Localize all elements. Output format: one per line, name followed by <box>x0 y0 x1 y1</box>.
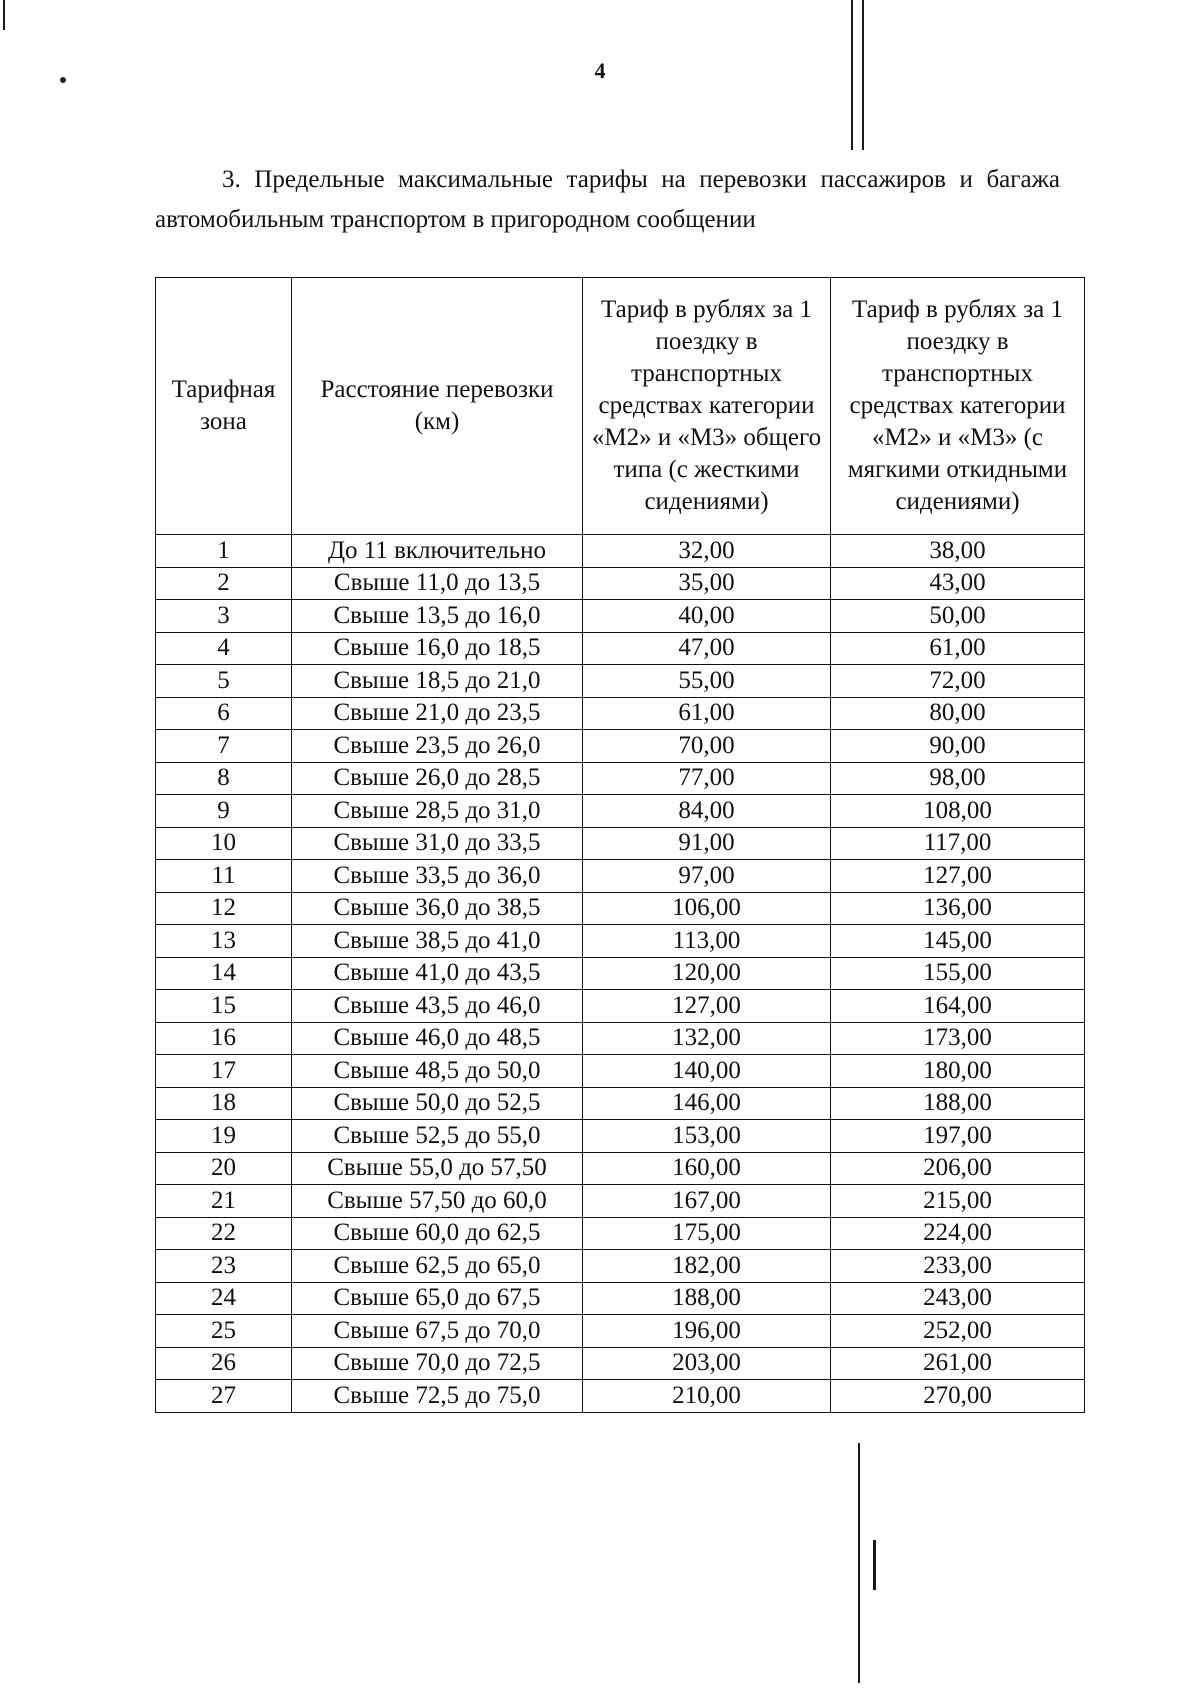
cell-zone: 14 <box>156 957 292 990</box>
cell-tariff-soft: 108,00 <box>831 795 1085 828</box>
cell-zone: 13 <box>156 925 292 958</box>
cell-tariff-soft: 215,00 <box>831 1185 1085 1218</box>
cell-tariff-rigid: 127,00 <box>583 990 831 1023</box>
cell-distance: Свыше 18,5 до 21,0 <box>292 665 583 698</box>
cell-zone: 15 <box>156 990 292 1023</box>
cell-tariff-rigid: 113,00 <box>583 925 831 958</box>
cell-distance: Свыше 52,5 до 55,0 <box>292 1120 583 1153</box>
cell-tariff-soft: 117,00 <box>831 827 1085 860</box>
cell-zone: 1 <box>156 535 292 568</box>
table-row <box>156 1087 1085 1120</box>
cell-tariff-rigid: 47,00 <box>583 632 831 665</box>
cell-zone: 18 <box>156 1087 292 1120</box>
cell-distance: Свыше 41,0 до 43,5 <box>292 957 583 990</box>
header-distance: Расстояние перевозки (км) <box>292 278 583 535</box>
header-tariff-rigid-seats: Тариф в рублях за 1 поездку в транспортных средствах категории «М2» и «М3» общего типа (с жесткими сидениями) <box>583 278 831 535</box>
table-row <box>156 567 1085 600</box>
cell-tariff-rigid: 77,00 <box>583 762 831 795</box>
cell-zone: 20 <box>156 1152 292 1185</box>
cell-tariff-soft: 164,00 <box>831 990 1085 1023</box>
cell-zone: 7 <box>156 730 292 763</box>
cell-zone: 5 <box>156 665 292 698</box>
cell-tariff-soft: 50,00 <box>831 600 1085 633</box>
table-row <box>156 892 1085 925</box>
cell-zone: 12 <box>156 892 292 925</box>
cell-zone: 11 <box>156 860 292 893</box>
cell-tariff-soft: 261,00 <box>831 1347 1085 1380</box>
cell-tariff-rigid: 61,00 <box>583 697 831 730</box>
table-row <box>156 1120 1085 1153</box>
cell-tariff-rigid: 196,00 <box>583 1315 831 1348</box>
table-row <box>156 1315 1085 1348</box>
cell-tariff-soft: 72,00 <box>831 665 1085 698</box>
cell-distance: Свыше 11,0 до 13,5 <box>292 567 583 600</box>
cell-tariff-soft: 252,00 <box>831 1315 1085 1348</box>
table-row <box>156 1152 1085 1185</box>
cell-tariff-soft: 173,00 <box>831 1022 1085 1055</box>
cell-tariff-soft: 243,00 <box>831 1282 1085 1315</box>
cell-tariff-soft: 127,00 <box>831 860 1085 893</box>
table-row <box>156 1282 1085 1315</box>
cell-tariff-rigid: 167,00 <box>583 1185 831 1218</box>
cell-tariff-rigid: 91,00 <box>583 827 831 860</box>
table-header-row <box>156 278 1085 535</box>
table-row <box>156 957 1085 990</box>
cell-distance: Свыше 65,0 до 67,5 <box>292 1282 583 1315</box>
cell-tariff-soft: 43,00 <box>831 567 1085 600</box>
cell-tariff-rigid: 84,00 <box>583 795 831 828</box>
header-zone: Тарифная зона <box>156 278 292 535</box>
cell-distance: Свыше 57,50 до 60,0 <box>292 1185 583 1218</box>
cell-zone: 25 <box>156 1315 292 1348</box>
cell-distance: Свыше 62,5 до 65,0 <box>292 1250 583 1283</box>
cell-zone: 9 <box>156 795 292 828</box>
cell-tariff-rigid: 132,00 <box>583 1022 831 1055</box>
table-row <box>156 827 1085 860</box>
cell-distance: Свыше 28,5 до 31,0 <box>292 795 583 828</box>
cell-tariff-soft: 98,00 <box>831 762 1085 795</box>
cell-tariff-rigid: 153,00 <box>583 1120 831 1153</box>
cell-tariff-rigid: 160,00 <box>583 1152 831 1185</box>
table-row <box>156 600 1085 633</box>
cell-distance: Свыше 43,5 до 46,0 <box>292 990 583 1023</box>
scan-artifact-line <box>873 1540 876 1590</box>
cell-distance: Свыше 72,5 до 75,0 <box>292 1380 583 1413</box>
cell-zone: 23 <box>156 1250 292 1283</box>
cell-tariff-rigid: 32,00 <box>583 535 831 568</box>
scan-artifact-line <box>3 0 5 30</box>
cell-tariff-soft: 145,00 <box>831 925 1085 958</box>
table-body <box>156 535 1085 1413</box>
cell-zone: 4 <box>156 632 292 665</box>
cell-distance: Свыше 21,0 до 23,5 <box>292 697 583 730</box>
table-row <box>156 795 1085 828</box>
cell-tariff-soft: 197,00 <box>831 1120 1085 1153</box>
cell-tariff-rigid: 140,00 <box>583 1055 831 1088</box>
cell-distance: Свыше 31,0 до 33,5 <box>292 827 583 860</box>
cell-zone: 24 <box>156 1282 292 1315</box>
cell-zone: 10 <box>156 827 292 860</box>
cell-distance: Свыше 16,0 до 18,5 <box>292 632 583 665</box>
cell-tariff-soft: 270,00 <box>831 1380 1085 1413</box>
cell-distance: Свыше 46,0 до 48,5 <box>292 1022 583 1055</box>
table-row <box>156 1217 1085 1250</box>
section-heading: 3. Предельные максимальные тарифы на перевозки пассажиров и багажа автомобильным транспортом в пригородном сообщении <box>155 166 1060 233</box>
table-row <box>156 697 1085 730</box>
table-row <box>156 860 1085 893</box>
cell-tariff-rigid: 120,00 <box>583 957 831 990</box>
table-row <box>156 1185 1085 1218</box>
cell-zone: 26 <box>156 1347 292 1380</box>
cell-tariff-soft: 188,00 <box>831 1087 1085 1120</box>
cell-distance: До 11 включительно <box>292 535 583 568</box>
cell-tariff-rigid: 106,00 <box>583 892 831 925</box>
cell-tariff-rigid: 70,00 <box>583 730 831 763</box>
table-row <box>156 730 1085 763</box>
cell-tariff-soft: 180,00 <box>831 1055 1085 1088</box>
table-row <box>156 535 1085 568</box>
cell-tariff-soft: 61,00 <box>831 632 1085 665</box>
cell-zone: 27 <box>156 1380 292 1413</box>
cell-distance: Свыше 26,0 до 28,5 <box>292 762 583 795</box>
cell-distance: Свыше 55,0 до 57,50 <box>292 1152 583 1185</box>
page-number: 4 <box>594 58 606 83</box>
cell-distance: Свыше 48,5 до 50,0 <box>292 1055 583 1088</box>
cell-tariff-rigid: 203,00 <box>583 1347 831 1380</box>
table-row <box>156 1055 1085 1088</box>
cell-tariff-rigid: 210,00 <box>583 1380 831 1413</box>
cell-tariff-soft: 38,00 <box>831 535 1085 568</box>
table-row <box>156 665 1085 698</box>
cell-tariff-soft: 80,00 <box>831 697 1085 730</box>
cell-distance: Свыше 38,5 до 41,0 <box>292 925 583 958</box>
cell-tariff-soft: 155,00 <box>831 957 1085 990</box>
cell-tariff-rigid: 35,00 <box>583 567 831 600</box>
cell-distance: Свыше 36,0 до 38,5 <box>292 892 583 925</box>
cell-distance: Свыше 13,5 до 16,0 <box>292 600 583 633</box>
cell-tariff-soft: 224,00 <box>831 1217 1085 1250</box>
table-row <box>156 1022 1085 1055</box>
cell-zone: 17 <box>156 1055 292 1088</box>
cell-distance: Свыше 33,5 до 36,0 <box>292 860 583 893</box>
cell-zone: 19 <box>156 1120 292 1153</box>
header-tariff-soft-seats: Тариф в рублях за 1 поездку в транспортных средствах категории «М2» и «М3» (с мягкими откидными сидениями) <box>831 278 1085 535</box>
cell-zone: 22 <box>156 1217 292 1250</box>
cell-zone: 6 <box>156 697 292 730</box>
cell-zone: 8 <box>156 762 292 795</box>
cell-distance: Свыше 67,5 до 70,0 <box>292 1315 583 1348</box>
scan-artifact-line <box>858 1443 860 1683</box>
cell-zone: 21 <box>156 1185 292 1218</box>
cell-tariff-rigid: 55,00 <box>583 665 831 698</box>
table-row <box>156 762 1085 795</box>
cell-distance: Свыше 60,0 до 62,5 <box>292 1217 583 1250</box>
tariff-table <box>155 277 1085 1413</box>
table-row <box>156 1250 1085 1283</box>
cell-tariff-rigid: 175,00 <box>583 1217 831 1250</box>
cell-tariff-rigid: 182,00 <box>583 1250 831 1283</box>
table-row <box>156 990 1085 1023</box>
cell-tariff-soft: 136,00 <box>831 892 1085 925</box>
cell-tariff-rigid: 188,00 <box>583 1282 831 1315</box>
cell-zone: 16 <box>156 1022 292 1055</box>
cell-distance: Свыше 23,5 до 26,0 <box>292 730 583 763</box>
cell-tariff-soft: 233,00 <box>831 1250 1085 1283</box>
cell-tariff-soft: 90,00 <box>831 730 1085 763</box>
cell-distance: Свыше 70,0 до 72,5 <box>292 1347 583 1380</box>
cell-zone: 2 <box>156 567 292 600</box>
cell-tariff-rigid: 40,00 <box>583 600 831 633</box>
cell-tariff-rigid: 97,00 <box>583 860 831 893</box>
cell-tariff-soft: 206,00 <box>831 1152 1085 1185</box>
cell-tariff-rigid: 146,00 <box>583 1087 831 1120</box>
cell-zone: 3 <box>156 600 292 633</box>
table-row <box>156 1380 1085 1413</box>
cell-distance: Свыше 50,0 до 52,5 <box>292 1087 583 1120</box>
table-row <box>156 925 1085 958</box>
table-row <box>156 632 1085 665</box>
table-row <box>156 1347 1085 1380</box>
